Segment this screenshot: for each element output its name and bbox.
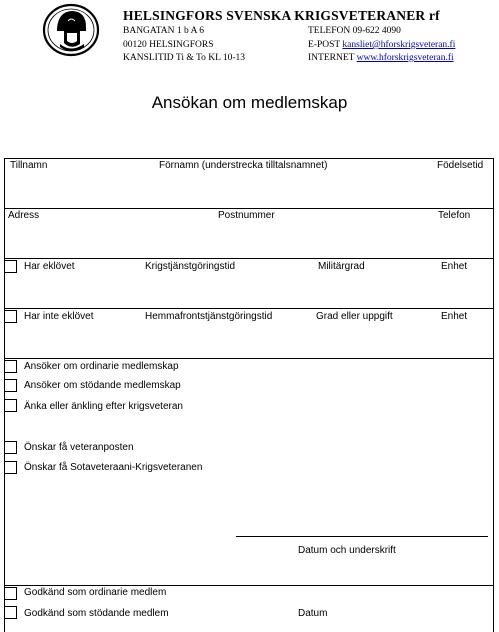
organization-logo: [42, 3, 100, 57]
approved-ordinary-label: Godkänd som ordinarie medlem: [24, 587, 167, 598]
supporting-membership-label: Ansöker om stödande medlemskap: [24, 380, 181, 391]
approved-supporting-checkbox[interactable]: [4, 606, 17, 619]
internet-line: [308, 53, 454, 63]
email-label: E-POST: [308, 40, 341, 50]
email-line: [308, 40, 455, 50]
ordinary-membership-checkbox[interactable]: [4, 360, 17, 373]
postal-code-label: Postnummer: [218, 210, 275, 221]
address-label: Adress: [8, 210, 40, 221]
signature-line: [236, 536, 488, 537]
supporting-membership-checkbox[interactable]: [4, 379, 17, 392]
internet-label: INTERNET: [308, 53, 355, 63]
rank-label: Militärgrad: [318, 261, 365, 272]
office-hours: KANSLITID Ti & To KL 10-13: [123, 53, 246, 63]
form-right-border: [493, 158, 494, 632]
service-time-label: Krigstjänstgöringstid: [145, 261, 236, 272]
unit-label: Enhet: [441, 261, 468, 272]
email-link[interactable]: kansliet@hforskrigsveteran.fi: [342, 40, 456, 50]
surname-label: Tillnamn: [10, 160, 48, 171]
divider-3: [4, 308, 494, 309]
approval-date-label: Datum: [298, 608, 328, 619]
served-label: Har eklövet: [24, 261, 75, 272]
veteranposten-checkbox[interactable]: [4, 441, 17, 454]
home-front-label: Hemmafrontstjänstgöringstid: [145, 311, 273, 322]
unit-label-2: Enhet: [441, 311, 468, 322]
organization-name: HELSINGFORS SVENSKA KRIGSVETERANER rf: [123, 8, 440, 23]
form-title: Ansökan om medlemskap: [151, 93, 348, 112]
phone-label: Telefon: [438, 210, 471, 221]
divider-4: [4, 358, 494, 359]
divider-5: [4, 585, 494, 586]
rank-info-label: Grad eller uppgift: [316, 311, 393, 322]
address-line-1: BANGATAN 1 b A 6: [123, 26, 205, 36]
divider-1: [4, 208, 494, 209]
divider-top: [4, 158, 494, 159]
not-served-checkbox[interactable]: [4, 310, 17, 323]
form-left-border: [4, 158, 5, 632]
approved-ordinary-checkbox[interactable]: [4, 587, 17, 600]
not-served-label: Har inte eklövet: [24, 311, 94, 322]
ordinary-membership-label: Ansöker om ordinarie medlemskap: [24, 361, 179, 372]
website-link[interactable]: www.hforskrigsveteran.fi: [356, 53, 454, 63]
widow-checkbox[interactable]: [4, 399, 17, 412]
served-checkbox[interactable]: [4, 260, 17, 273]
veteranposten-label: Önskar få veteranposten: [24, 442, 134, 453]
signature-label: Datum och underskrift: [298, 545, 396, 556]
sotaveteraani-label: Önskar få Sotaveteraani-Krigsveteranen: [24, 462, 203, 473]
widow-label: Änka eller änkling efter krigsveteran: [24, 401, 183, 412]
address-line-2: 00120 HELSINGFORS: [123, 40, 214, 50]
birth-date-label: Födelsetid: [437, 160, 484, 171]
first-names-label: Förnamn (understrecka tilltalsnamnet): [159, 160, 328, 171]
sotaveteraani-checkbox[interactable]: [4, 461, 17, 474]
phone-number: TELEFON 09-622 4090: [308, 26, 401, 36]
approved-supporting-label: Godkänd som stödande medlem: [24, 608, 169, 619]
divider-2: [4, 258, 494, 259]
